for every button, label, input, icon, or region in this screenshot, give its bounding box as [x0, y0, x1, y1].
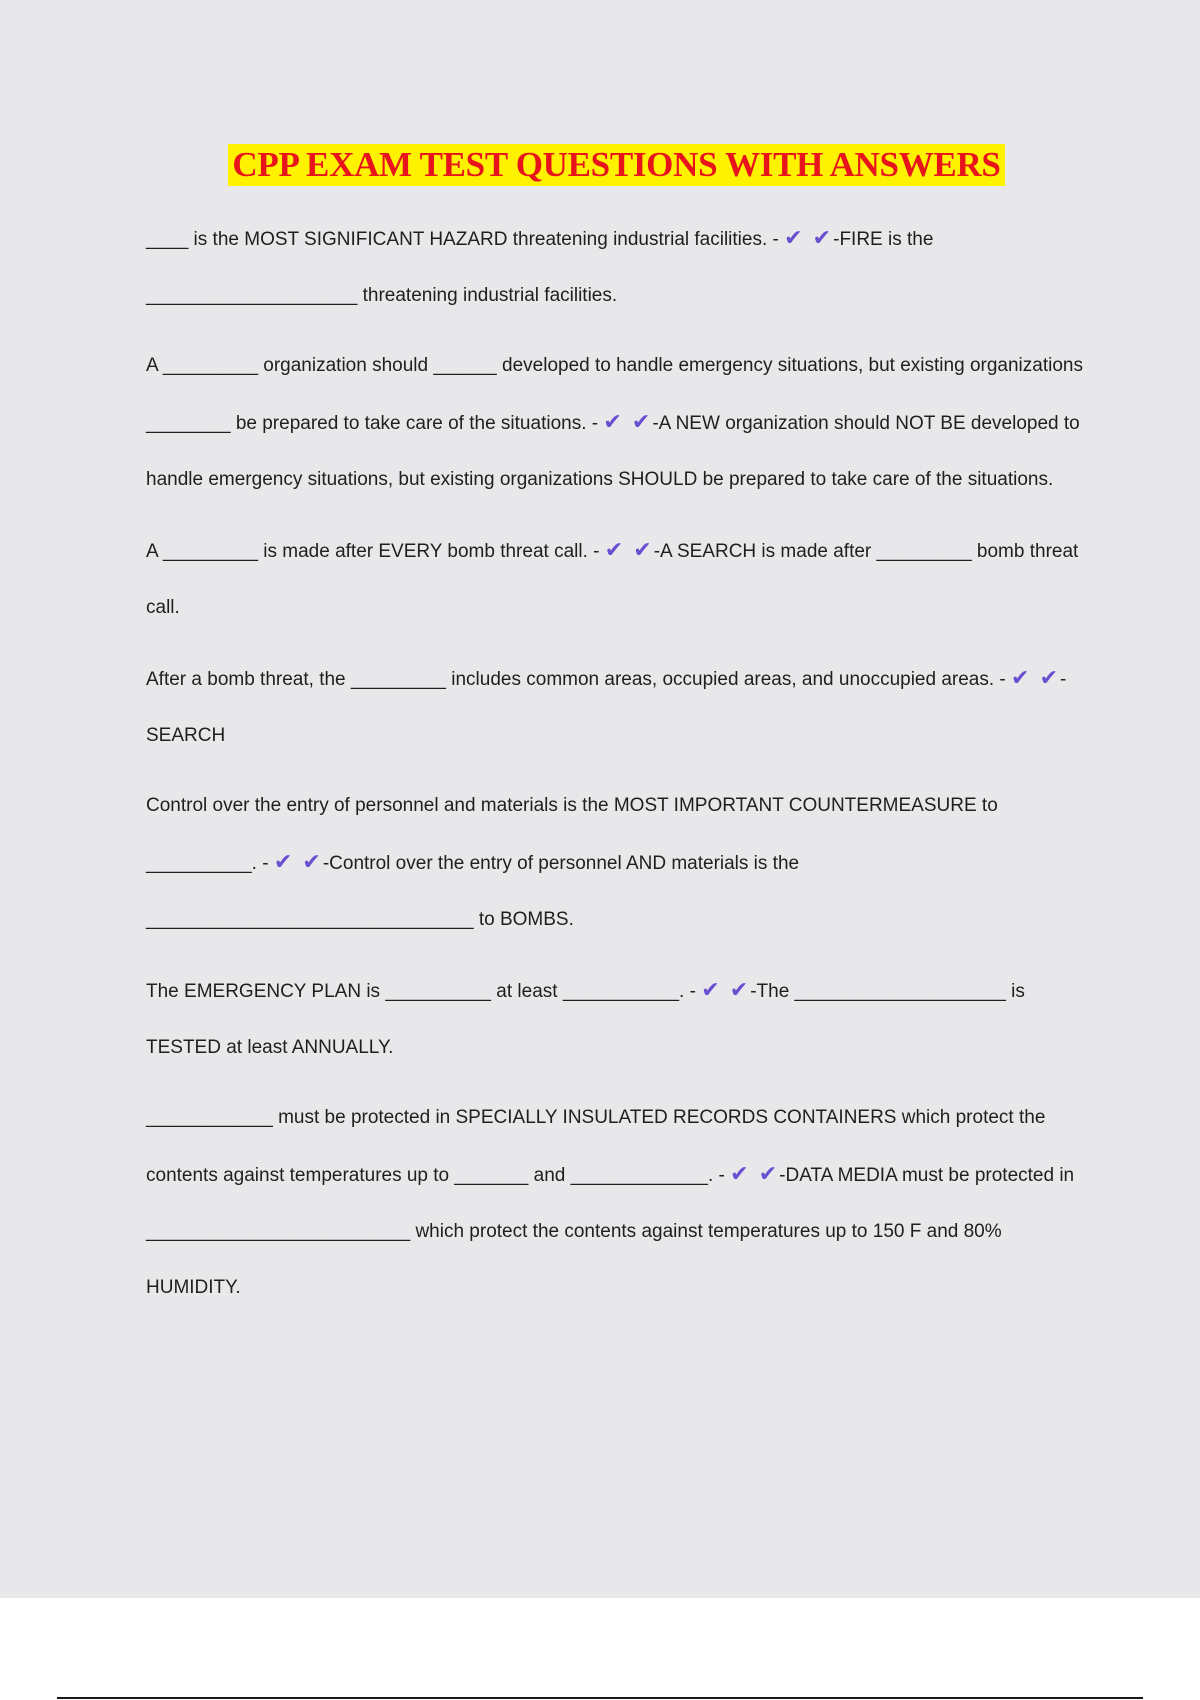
question-text: After a bomb threat, the _________ includes common areas, occupied areas, and unoccupied areas. -: [146, 669, 1006, 690]
answer-text: -FIRE is the ____________________ threatening industrial facilities.: [146, 229, 934, 306]
answer-text: -A NEW organization should NOT BE developed to handle emergency situations, but existing organizations SHOULD be prepared to take care of the situations.: [146, 413, 1080, 490]
check-icon: ✔ ✔: [701, 977, 751, 1002]
qa-item: [146, 522, 1096, 636]
check-icon: ✔ ✔: [604, 537, 654, 562]
question-text: A _________ organization should ______ developed to handle emergency situations, but existing organizations ________ be prepared to take care of the situations. -: [146, 355, 1083, 434]
question-text: The EMERGENCY PLAN is __________ at least ___________. -: [146, 981, 696, 1002]
check-icon: ✔ ✔: [603, 409, 653, 434]
answer-text: -The ____________________ is TESTED at least ANNUALLY.: [146, 981, 1025, 1058]
qa-item: [146, 778, 1096, 948]
qa-item: [146, 1090, 1096, 1316]
answer-text: -Control over the entry of personnel AND materials is the _______________________________ to BOMBS.: [146, 853, 800, 930]
check-icon: ✔ ✔: [730, 1161, 780, 1186]
question-text: A _________ is made after EVERY bomb threat call. -: [146, 541, 600, 562]
qa-item: [146, 338, 1096, 508]
page-title: CPP EXAM TEST QUESTIONS WITH ANSWERS: [228, 144, 1004, 186]
question-text: Control over the entry of personnel and materials is the MOST IMPORTANT COUNTERMEASURE to __________. -: [146, 795, 998, 874]
title-wrap: [0, 144, 1200, 186]
qa-item: [146, 962, 1096, 1076]
qa-list: [146, 210, 1096, 1330]
check-icon: ✔ ✔: [784, 225, 834, 250]
answer-text: -A SEARCH is made after _________ bomb threat call.: [146, 541, 1079, 618]
answer-text: -DATA MEDIA must be protected in _________________________ which protect the contents against temperatures up to 150 F and 80% HUMIDITY.: [146, 1165, 1075, 1298]
check-icon: ✔ ✔: [273, 849, 323, 874]
check-icon: ✔ ✔: [1011, 665, 1061, 690]
question-text: ____________ must be protected in SPECIALLY INSULATED RECORDS CONTAINERS which protect the contents against temperatures up to _______ and _____________. -: [146, 1107, 1046, 1186]
footer-divider: [57, 1697, 1143, 1699]
question-text: ____ is the MOST SIGNIFICANT HAZARD threatening industrial facilities. -: [146, 229, 779, 250]
answer-text: -SEARCH: [146, 669, 1067, 746]
qa-item: [146, 210, 1096, 324]
qa-item: [146, 650, 1096, 764]
